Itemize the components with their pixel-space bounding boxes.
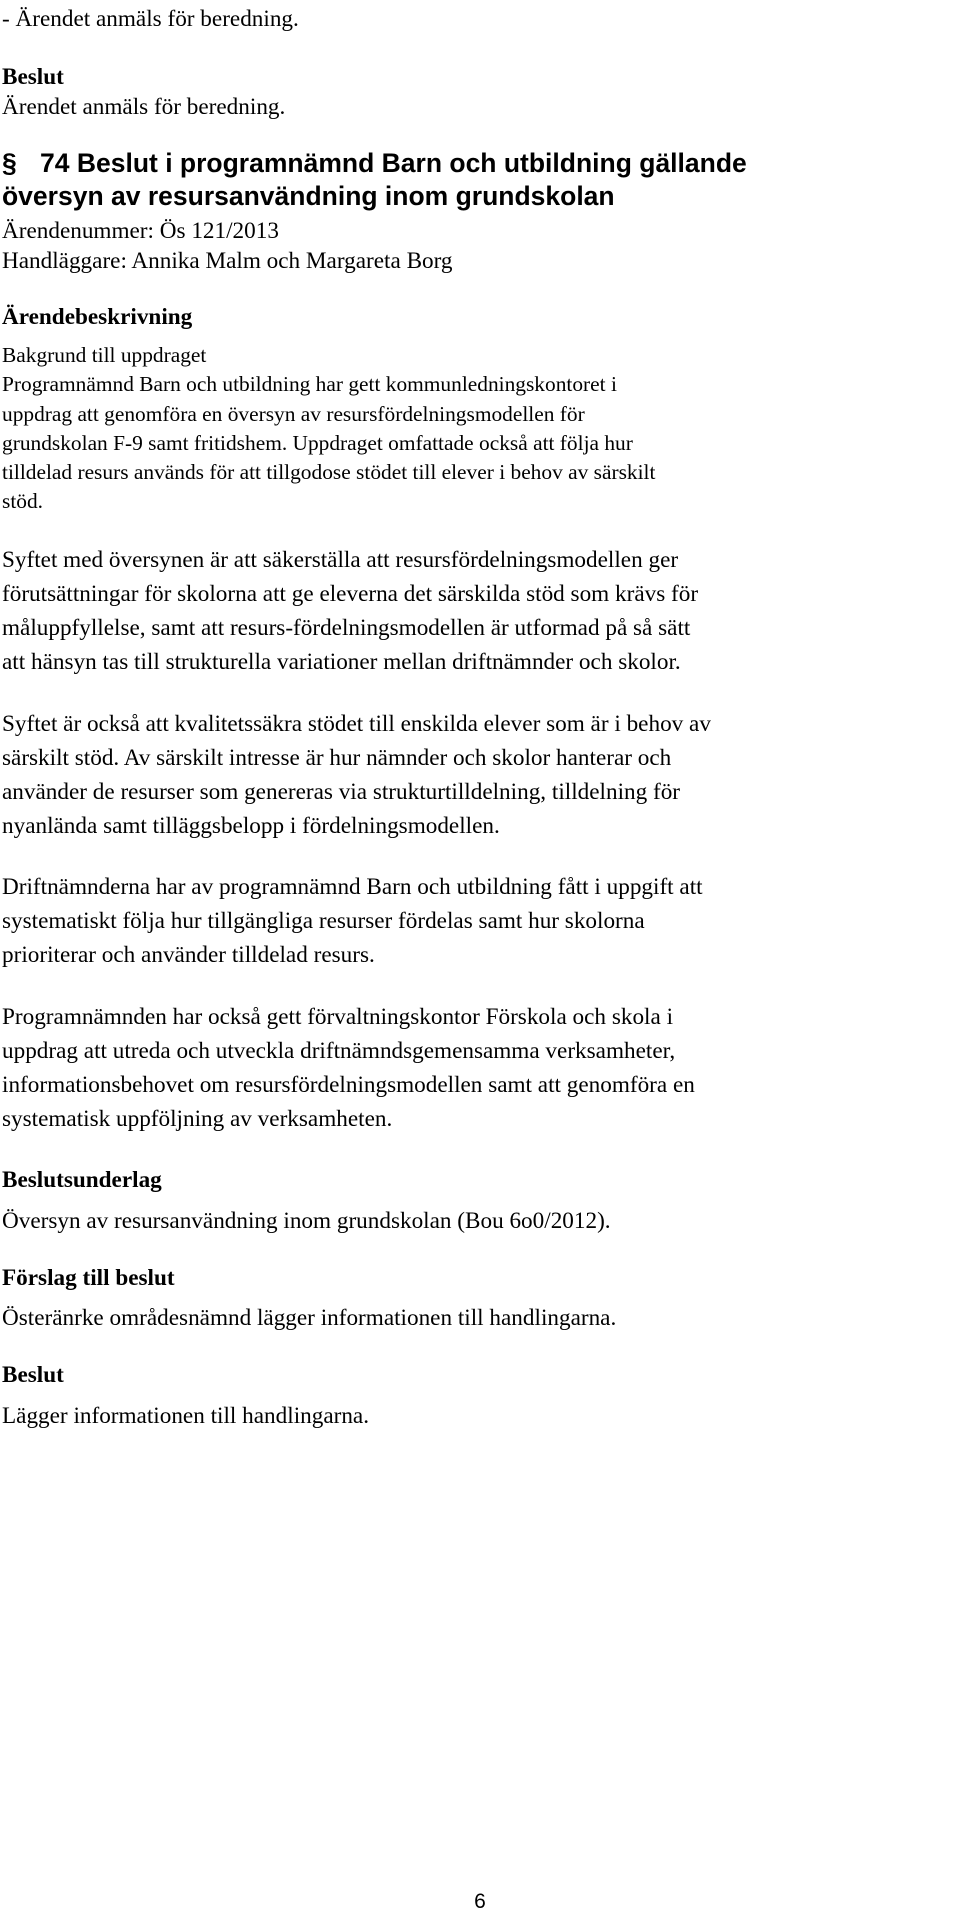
- decision-heading: Beslut: [2, 64, 64, 90]
- handlers: Handläggare: Annika Malm och Margareta Borg: [2, 248, 453, 274]
- paragraph-line: Syftet med översynen är att säkerställa att resursfördelningsmodellen ger: [2, 547, 679, 573]
- item-title-line-1: [2, 150, 747, 177]
- paragraph-line: nyanlända samt tilläggsbelopp i fördelningsmodellen.: [2, 813, 500, 839]
- decision-heading: Beslut: [2, 1362, 64, 1388]
- item-title-text: Beslut i programnämnd Barn och utbildning gällande: [76, 148, 747, 178]
- paragraph-line: uppdrag att utreda och utveckla driftnämndsgemensamma verksamheter,: [2, 1038, 676, 1064]
- paragraph-line: Programnämnd Barn och utbildning har gett kommunledningskontoret i: [2, 372, 617, 396]
- case-number: Ärendenummer: Ös 121/2013: [2, 218, 279, 244]
- paragraph-line: Programnämnden har också gett förvaltningskontor Förskola och skola i: [2, 1004, 674, 1030]
- decision-text: Ärendet anmäls för beredning.: [2, 94, 286, 120]
- paragraph-line: systematiskt följa hur tillgängliga resurser fördelas samt hur skolorna: [2, 908, 645, 934]
- description-heading: Ärendebeskrivning: [2, 304, 193, 330]
- paragraph-line: särskilt stöd. Av särskilt intresse är hur nämnder och skolor hanterar och: [2, 745, 672, 771]
- paragraph-line: Driftnämnderna har av programnämnd Barn och utbildning fått i uppgift att: [2, 874, 703, 900]
- paragraph-line: tilldelad resurs används för att tillgodose stödet till elever i behov av särskilt: [2, 460, 656, 484]
- proposal-text: Österänrke områdesnämnd lägger informationen till handlingarna.: [2, 1305, 617, 1331]
- paragraph-line: Syftet är också att kvalitetssäkra stödet till enskilda elever som är i behov av: [2, 711, 711, 737]
- paragraph-line: använder de resurser som genereras via strukturtilldelning, tilldelning för: [2, 779, 681, 805]
- top-line: - Ärendet anmäls för beredning.: [2, 6, 299, 32]
- basis-text: Översyn av resursanvändning inom grundskolan (Bou 6o0/2012).: [2, 1208, 611, 1234]
- item-number: 74: [40, 148, 70, 178]
- paragraph-line: stöd.: [2, 489, 44, 513]
- basis-heading: Beslutsunderlag: [2, 1167, 162, 1193]
- page-number: 6: [474, 1890, 486, 1913]
- item-title-line-2: översyn av resursanvändning inom grundskolan: [2, 181, 615, 211]
- paragraph-line: systematisk uppföljning av verksamheten.: [2, 1106, 393, 1132]
- proposal-heading: Förslag till beslut: [2, 1265, 175, 1291]
- decision-text: Lägger informationen till handlingarna.: [2, 1403, 370, 1429]
- paragraph-line: förutsättningar för skolorna att ge eleverna det särskilda stöd som krävs för: [2, 581, 699, 607]
- paragraph-line: att hänsyn tas till strukturella variationer mellan driftnämnder och skolor.: [2, 649, 681, 675]
- section-symbol: §: [2, 148, 17, 178]
- paragraph-line: prioriterar och använder tilldelad resurs.: [2, 942, 375, 968]
- paragraph-line: måluppfyllelse, samt att resurs-fördelningsmodellen är utformad på så sätt: [2, 615, 691, 641]
- paragraph-line: uppdrag att genomföra en översyn av resursfördelningsmodellen för: [2, 402, 585, 426]
- paragraph-line: informationsbehovet om resursfördelningsmodellen samt att genomföra en: [2, 1072, 695, 1098]
- background-subheading: Bakgrund till uppdraget: [2, 343, 207, 367]
- paragraph-line: grundskolan F-9 samt fritidshem. Uppdraget omfattade också att följa hur: [2, 431, 633, 455]
